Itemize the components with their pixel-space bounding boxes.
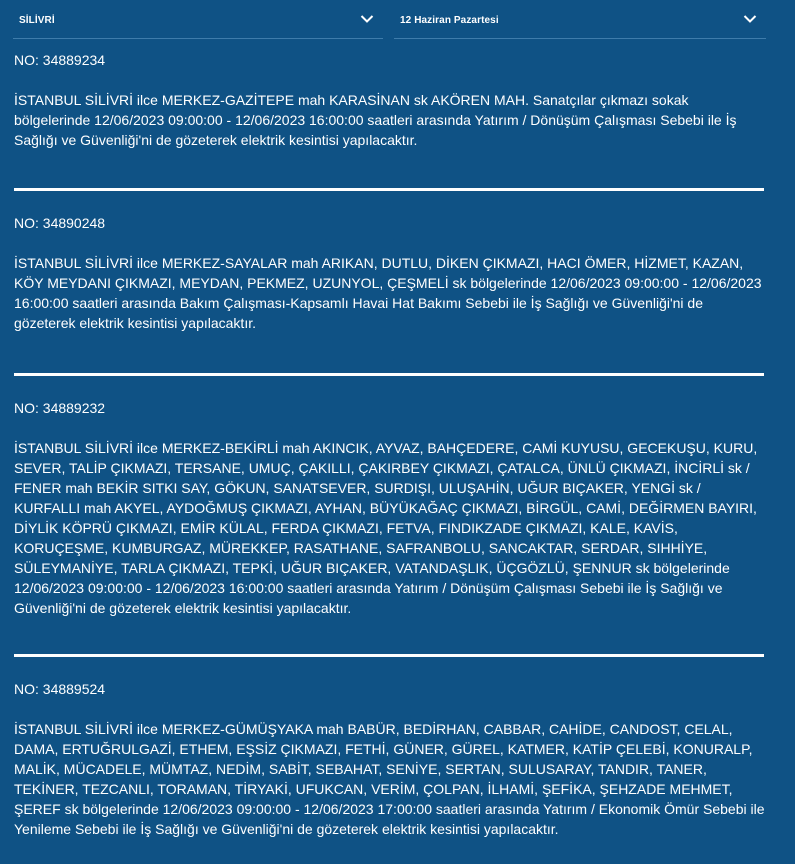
district-select[interactable]: [13, 2, 383, 39]
outage-description: İSTANBUL SİLİVRİ ilce MERKEZ-GAZİTEPE mah KARASİNAN sk AKÖREN MAH. Sanatçılar çıkmazı sokak bölgelerinde 12/06/2023 09:00:00 - 12/06/2023 16:00:00 saatleri arasında Yatırım / Dönüşüm Çalışması Sebebi ile İş Sağlığı ve Güvenliği'ni de gözeterek elektrik kesintisi yapılacaktır.: [14, 92, 737, 148]
district-select-value: SİLİVRİ: [19, 15, 55, 26]
outage-description: İSTANBUL SİLİVRİ ilce MERKEZ-SAYALAR mah ARIKAN, DUTLU, DİKEN ÇIKMAZI, HACI ÖMER, HİZMET, KAZAN, KÖY MEYDANI ÇIKMAZI, MEYDAN, PEKMEZ, UZUNYOL, ÇEŞMELİ sk bölgelerinde 12/06/2023 09:00:00 - 12/06/2023 16:00:00 saatleri arasında Bakım Çalışması-Kapsamlı Havai Hat Bakımı Sebebi ile İş Sağlığı ve Güvenliği'ni de gözeterek elektrik kesintisi yapılacaktır.: [14, 255, 762, 331]
divider: [14, 373, 764, 376]
filter-bar: [0, 0, 795, 40]
date-select-value: 12 Haziran Pazartesi: [400, 15, 499, 26]
outage-description: İSTANBUL SİLİVRİ ilce MERKEZ-GÜMÜŞYAKA mah BABÜR, BEDİRHAN, CABBAR, CAHİDE, CANDOST, CELAL, DAMA, ERTUĞRULGAZİ, ETHEM, EŞSİZ ÇIKMAZI, FETHİ, GÜNER, GÜREL, KATMER, KATİP ÇELEBİ, KONURALP, MALİK, MÜCADELE, MÜMTAZ, NEDİM, SABİT, SEBAHAT, SENİYE, SERTAN, SULUSARAY, TANDIR, TANER, TEKİNER, TEZCANLI, TORAMAN, TİRYAKİ, UFUKCAN, VERİM, ÇOLPAN, İLHAMİ, ŞEFİKA, ŞEHZADE MEHMET, ŞEREF sk bölgelerinde 12/06/2023 09:00:00 - 12/06/2023 17:00:00 saatleri arasında Yatırım / Ekonomik Ömür Sebebi ile Yenileme Sebebi ile İş Sağlığı ve Güvenliği'ni de gözeterek elektrik kesintisi yapılacaktır.: [14, 721, 765, 837]
outage-description: İSTANBUL SİLİVRİ ilce MERKEZ-BEKİRLİ mah AKINCIK, AYVAZ, BAHÇEDERE, CAMİ KUYUSU, GECEKUŞU, KURU, SEVER, TALİP ÇIKMAZI, TERSANE, UMUÇ, ÇAKILLI, ÇAKIRBEY ÇIKMAZI, ÇATALCA, ÜNLÜ ÇIKMAZI, İNCİRLİ sk / FENER mah BEKİR SITKI SAY, GÖKUN, SANATSEVER, SURDIŞI, ULUŞAHİN, UĞUR BIÇAKER, YENGİ sk / KURFALLI mah AKYEL, AYDOĞMUŞ ÇIKMAZI, AYHAN, BÜYÜKAĞAÇ ÇIKMAZI, BİRGÜL, CAMİ, DEĞİRMEN BAYIRI, DİYLİK KÖPRÜ ÇIKMAZI, EMİR KÜLAL, FERDA ÇIKMAZI, FETVA, FINDIKZADE ÇIKMAZI, KALE, KAVİS, KORUÇEŞME, KUMBURGAZ, MÜREKKEP, RASATHANE, SAFRANBOLU, SANCAKTAR, SERDAR, SIHHİYE, SÜLEYMANİYE, TARLA ÇIKMAZI, TEPKİ, UĞUR BIÇAKER, VATANDAŞLIK, ÜÇGÖZLÜ, ŞENNUR sk bölgelerinde 12/06/2023 09:00:00 - 12/06/2023 16:00:00 saatleri arasında Yatırım / Dönüşüm Çalışması Sebebi ile İş Sağlığı ve Güvenliği'ni de gözeterek elektrik kesintisi yapılacaktır.: [14, 440, 758, 616]
divider: [14, 654, 764, 657]
outage-entry: [14, 213, 766, 333]
outage-list: [14, 50, 766, 839]
chevron-down-icon: [743, 14, 757, 24]
outage-entry: [14, 679, 766, 839]
date-select[interactable]: [394, 2, 766, 39]
outage-number: NO: 34890248: [14, 215, 106, 231]
outage-entry: [14, 398, 766, 618]
chevron-down-icon: [360, 14, 374, 24]
divider: [14, 188, 764, 191]
outage-number: NO: 34889524: [14, 681, 106, 697]
outage-entry: [14, 50, 766, 150]
outage-number: NO: 34889232: [14, 400, 106, 416]
outage-number: NO: 34889234: [14, 52, 106, 68]
